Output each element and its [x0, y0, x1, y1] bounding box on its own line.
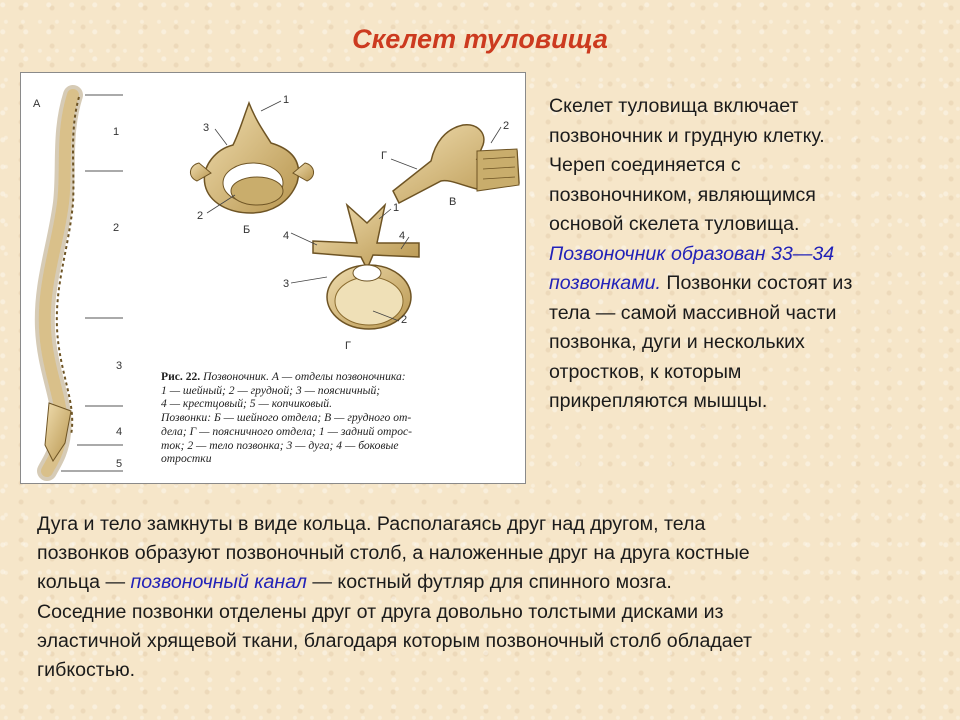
label-section-3: 3 [116, 360, 123, 372]
description-line: позвоночником, являющимся [549, 183, 816, 206]
paragraph-line: гибкостью. [37, 659, 136, 682]
figure-caption [161, 370, 521, 466]
description-line: позвонка, дуги и нескольких [549, 331, 805, 353]
caption-line-3: 4 — крестцовый; 5 — копчиковый. [161, 397, 332, 411]
label-section-2: 2 [113, 222, 120, 234]
highlight-vertebra-count: Позвоночник образован 33—34 [549, 242, 835, 265]
label-thoracic-v: В [449, 196, 457, 208]
description-line: Череп соединяется с [549, 154, 741, 176]
spine-column [45, 95, 79, 471]
label-lumbar-g: Г [345, 340, 351, 352]
label-lumbar-3: 3 [283, 278, 290, 290]
label-cervical-2: 2 [197, 210, 204, 222]
label-cervical-1: 1 [283, 94, 290, 106]
description-line: основой скелета туловища. [549, 213, 800, 235]
label-section-5: 5 [116, 458, 123, 470]
description-line: позвоночник и грудную клетку. [549, 124, 825, 147]
caption-line-4: Позвонки: Б — шейного отдела; В — грудного от- [161, 411, 412, 425]
label-section-4: 4 [116, 426, 123, 438]
label-section-1: 1 [113, 126, 120, 138]
paragraph-line: Соседние позвонки отделены друг от друга довольно толстыми дисками из [37, 600, 724, 623]
highlight-vertebrae: позвонками. [549, 272, 661, 294]
label-spine-a: А [33, 98, 41, 110]
paragraph-line: позвонков образуют позвоночный столб, а наложенные друг на друга костные [37, 542, 750, 565]
description-line: прикрепляются мышцы. [549, 390, 768, 412]
slide-title: Скелет туловища [352, 24, 608, 54]
paragraph-line: Дуга и тело замкнуты в виде кольца. Располагаясь друг над другом, тела [37, 513, 706, 535]
description-line: Скелет туловища включает [549, 95, 799, 117]
label-thoracic-2: 2 [503, 120, 510, 132]
label-lumbar-2: 2 [401, 314, 408, 326]
description-line: Позвонки состоят из [660, 272, 853, 294]
caption-line-1: Позвоночник. А — отделы позвоночника: [200, 370, 406, 383]
label-thoracic-g: Г [381, 150, 387, 162]
caption-line-7: отростки [161, 452, 212, 466]
caption-line-5: дела; Г — поясничного отдела; 1 — задний отрос- [161, 424, 413, 438]
bottom-paragraph [37, 510, 937, 685]
vertebrae-figure [20, 72, 526, 484]
label-lumbar-1: 1 [393, 202, 400, 214]
paragraph-line: — костный футляр для спинного мозга. [306, 571, 672, 594]
caption-line-6: ток; 2 — тело позвонка; 3 — дуга; 4 — боковые [161, 438, 399, 452]
description-line: тела — самой массивной части [549, 301, 837, 324]
description-text [549, 92, 949, 417]
caption-line-2: 1 — шейный; 2 — грудной; 3 — поясничный; [161, 383, 381, 397]
label-cervical-3: 3 [203, 122, 210, 134]
highlight-spinal-canal: позвоночный канал [130, 571, 307, 594]
caption-fig-label: Рис. 22. [161, 370, 201, 383]
paragraph-line: эластичной хрящевой ткани, благодаря которым позвоночный столб обладает [37, 629, 752, 652]
description-line: отростков, к которым [549, 360, 742, 383]
cervical-vertebra [190, 103, 313, 213]
lumbar-vertebra [313, 205, 419, 329]
paragraph-line: кольца — [37, 571, 131, 594]
label-cervical-b: Б [243, 224, 251, 236]
thoracic-vertebra [393, 125, 519, 203]
label-lumbar-4a: 4 [283, 230, 290, 242]
label-lumbar-4b: 4 [399, 230, 406, 242]
